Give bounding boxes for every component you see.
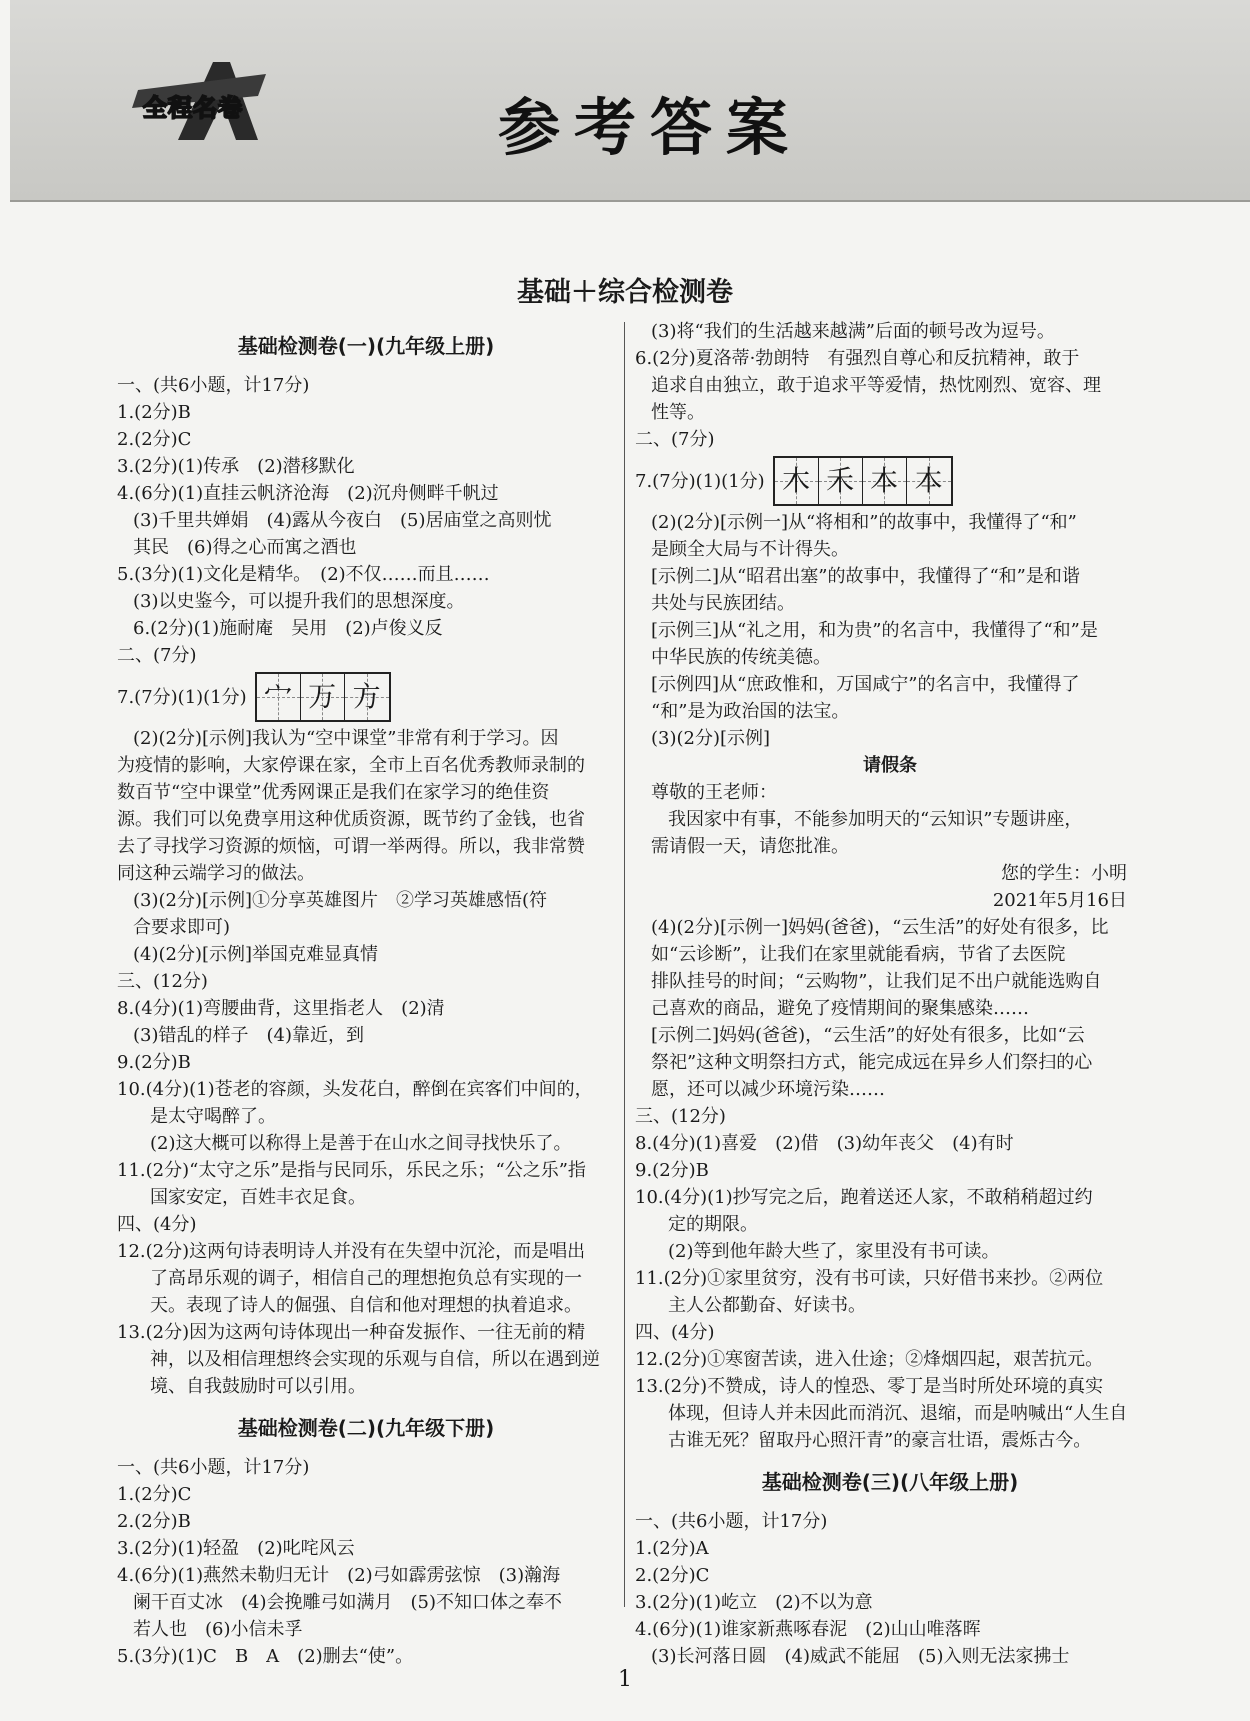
answer-line: 追求自由独立，敢于追求平等爱情，热忱刚烈、宽容、理 xyxy=(651,375,1101,396)
answer-line: 祭祀”这种文明祭扫方式，能完成远在异乡人们祭扫的心 xyxy=(651,1052,1093,1073)
answer-line: 8.(4分)(1)弯腰曲背，这里指老人 (2)清 xyxy=(117,998,445,1019)
header-band xyxy=(10,0,1250,202)
answer-line: 数百节“空中课堂”优秀网课正是我们在家学习的绝佳资 xyxy=(117,782,550,803)
note-title: 请假条 xyxy=(863,755,917,776)
answer-line: 3.(2分)(1)屹立 (2)不以为意 xyxy=(635,1592,873,1613)
answer-line: 5.(3分)(1)C B A (2)删去“使”。 xyxy=(117,1646,414,1667)
q7-row-right xyxy=(635,453,1145,509)
page-title: 参考答案 xyxy=(497,91,802,164)
grid-cell: 木 xyxy=(775,458,819,504)
answer-line: 12.(2分)这两句诗表明诗人并没有在失望中沉沦，而是唱出 xyxy=(117,1241,586,1262)
answer-line: (2)这大概可以称得上是善于在山水之间寻找快乐了。 xyxy=(150,1133,572,1154)
answer-line: 了高昂乐观的调子，相信自己的理想抱负总有实现的一 xyxy=(150,1268,582,1289)
answer-line: 源。我们可以免费享用这种优质资源，既节约了金钱，也省 xyxy=(117,809,585,830)
q7-label: 7.(7分)(1)(1分) xyxy=(117,686,247,708)
answer-line: 三、(12分) xyxy=(635,1106,726,1127)
answer-line: 体现，但诗人并未因此而消沉、退缩，而是呐喊出“人生自 xyxy=(668,1403,1128,1424)
answer-line: 二、(7分) xyxy=(635,429,715,450)
logo xyxy=(118,62,268,142)
grid-cell: 禾 xyxy=(819,458,863,504)
answer-line: 为疫情的影响，大家停课在家，全市上百名优秀教师录制的 xyxy=(117,755,585,776)
answer-line: 11.(2分)①家里贫穷，没有书可读，只好借书来抄。②两位 xyxy=(635,1268,1104,1289)
answer-line: 四、(4分) xyxy=(117,1214,197,1235)
answer-line: (3)长河落日圆 (4)威武不能屈 (5)入则无法家拂士 xyxy=(651,1646,1070,1667)
left-column xyxy=(117,318,615,1670)
answer-line: 国家安定，百姓丰衣足食。 xyxy=(150,1187,366,1208)
answer-line: (3)以史鉴今，可以提升我们的思想深度。 xyxy=(133,591,465,612)
grid-cell: 宀 xyxy=(257,674,301,720)
grid-cell: 本 xyxy=(907,458,951,504)
answer-line: [示例二]从“昭君出塞”的故事中，我懂得了“和”是和谐 xyxy=(651,566,1080,587)
note-line: 尊敬的王老师： xyxy=(651,782,777,803)
answer-line: “和”是为政治国的法宝。 xyxy=(651,701,850,722)
answer-line: 9.(2分)B xyxy=(635,1160,709,1181)
section-title: 基础＋综合检测卷 xyxy=(517,277,733,308)
answer-line: [示例二]妈妈(爸爸)，“云生活”的好处有很多，比如“云 xyxy=(651,1025,1085,1046)
note-line: 我因家中有事，不能参加明天的“云知识”专题讲座， xyxy=(668,809,1083,830)
grid-cell: 本 xyxy=(863,458,907,504)
note-date: 2021年5月16日 xyxy=(992,890,1127,911)
logo-text: 全程名卷 xyxy=(143,94,243,122)
answer-line: 一、(共6小题，计17分) xyxy=(117,1457,310,1478)
answer-line: 1.(2分)B xyxy=(117,402,191,423)
answer-line: 12.(2分)①寒窗苦读，进入仕途；②烽烟四起，艰苦抗元。 xyxy=(635,1349,1104,1370)
answer-line: 共处与民族团结。 xyxy=(651,593,795,614)
answer-line: (2)等到他年龄大些了，家里没有书可读。 xyxy=(668,1241,1000,1262)
answer-line: 一、(共6小题，计17分) xyxy=(117,375,310,396)
answer-line: 是太守喝醉了。 xyxy=(150,1106,276,1127)
answer-line: 8.(4分)(1)喜爱 (2)借 (3)幼年丧父 (4)有时 xyxy=(635,1133,1014,1154)
page-number: 1 xyxy=(618,1667,632,1692)
answer-line: 2.(2分)B xyxy=(117,1511,191,1532)
answer-line: [示例四]从“庶政惟和，万国咸宁”的名言中，我懂得了 xyxy=(651,674,1080,695)
answer-line: 神，以及相信理想终会实现的乐观与自信，所以在遇到逆 xyxy=(150,1349,600,1370)
answer-line: 9.(2分)B xyxy=(117,1052,191,1073)
answer-line: 愿，还可以减少环境污染…… xyxy=(651,1079,885,1100)
note-signature: 您的学生：小明 xyxy=(1001,863,1127,884)
answer-line: (3)(2分)[示例] xyxy=(651,728,771,749)
answer-line: 2.(2分)C xyxy=(117,429,192,450)
answer-line: 去了寻找学习资源的烦恼，可谓一举两得。所以，我非常赞 xyxy=(117,836,585,857)
answer-line: 6.(2分)(1)施耐庵 吴用 (2)卢俊义反 xyxy=(133,618,443,639)
q7-label: 7.(7分)(1)(1分) xyxy=(635,470,765,492)
column-divider xyxy=(624,322,625,1607)
sub-title-2: 基础检测卷(二)(九年级下册) xyxy=(237,1416,495,1440)
writing-grid xyxy=(255,672,391,722)
answer-line: (3)错乱的样子 (4)靠近，到 xyxy=(133,1025,364,1046)
sub-title-1: 基础检测卷(一)(九年级上册) xyxy=(237,334,495,358)
answer-line: 10.(4分)(1)苍老的容颜，头发花白，醉倒在宾客们中间的， xyxy=(117,1079,593,1100)
answer-line: 4.(6分)(1)谁家新燕啄春泥 (2)山山唯落晖 xyxy=(635,1619,981,1640)
answer-line: 10.(4分)(1)抄写完之后，跑着送还人家，不敢稍稍超过约 xyxy=(635,1187,1093,1208)
answer-line: 2.(2分)C xyxy=(635,1565,710,1586)
answer-line: 合要求即可) xyxy=(133,917,231,938)
answer-line: 一、(共6小题，计17分) xyxy=(635,1511,828,1532)
answer-line: 排队挂号的时间；“云购物”，让我们足不出户就能选购自 xyxy=(651,971,1102,992)
answer-line: 1.(2分)C xyxy=(117,1484,192,1505)
writing-grid xyxy=(773,456,953,506)
right-column xyxy=(635,318,1145,1670)
answer-line: 13.(2分)因为这两句诗体现出一种奋发振作、一往无前的精 xyxy=(117,1322,586,1343)
answer-line: 同这种云端学习的做法。 xyxy=(117,863,315,884)
answer-line: 4.(6分)(1)燕然未勒归无计 (2)弓如霹雳弦惊 (3)瀚海 xyxy=(117,1565,561,1586)
grid-cell: 方 xyxy=(345,674,389,720)
answer-line: (2)(2分)[示例一]从“将相和”的故事中，我懂得了“和” xyxy=(651,512,1077,533)
answer-line: 3.(2分)(1)传承 (2)潜移默化 xyxy=(117,456,355,477)
answer-line: 5.(3分)(1)文化是精华。 (2)不仅……而且…… xyxy=(117,564,490,585)
answer-line: 中华民族的传统美德。 xyxy=(651,647,831,668)
q7-row-left xyxy=(117,669,615,725)
answer-line: [示例三]从“礼之用，和为贵”的名言中，我懂得了“和”是 xyxy=(651,620,1098,641)
answer-line: 其民 (6)得之心而寓之酒也 xyxy=(133,537,357,558)
answer-line: 定的期限。 xyxy=(668,1214,758,1235)
grid-cell: 万 xyxy=(301,674,345,720)
answer-line: 主人公都勤奋、好读书。 xyxy=(668,1295,866,1316)
answer-line: 古谁无死？留取丹心照汗青”的豪言壮语，震烁古今。 xyxy=(668,1430,1092,1451)
answer-line: (3)千里共婵娟 (4)露从今夜白 (5)居庙堂之高则忧 xyxy=(133,510,552,531)
answer-line: 11.(2分)“太守之乐”是指与民同乐，乐民之乐；“公之乐”指 xyxy=(117,1160,586,1181)
answer-line: 13.(2分)不赞成，诗人的惶恐、零丁是当时所处环境的真实 xyxy=(635,1376,1104,1397)
answer-line: 己喜欢的商品，避免了疫情期间的聚集感染…… xyxy=(651,998,1029,1019)
answer-line: 二、(7分) xyxy=(117,645,197,666)
answer-line: 1.(2分)A xyxy=(635,1538,709,1559)
answer-line: (2)(2分)[示例]我认为“空中课堂”非常有利于学习。因 xyxy=(133,728,559,749)
answer-line: (4)(2分)[示例]举国克难显真情 xyxy=(133,944,379,965)
answer-line: 天。表现了诗人的倔强、自信和他对理想的执着追求。 xyxy=(150,1295,582,1316)
answer-line: (3)(2分)[示例]①分享英雄图片 ②学习英雄感悟(符 xyxy=(133,890,548,911)
answer-line: 境、自我鼓励时可以引用。 xyxy=(150,1376,366,1397)
note-line: 需请假一天，请您批准。 xyxy=(651,836,849,857)
answer-line: (4)(2分)[示例一]妈妈(爸爸)，“云生活”的好处有很多，比如“云诊断”，让我们在家里就能看病，节省了去医院 xyxy=(651,917,1109,965)
answer-line: 3.(2分)(1)轻盈 (2)叱咤风云 xyxy=(117,1538,355,1559)
answer-line: 若人也 (6)小信未孚 xyxy=(133,1619,303,1640)
answer-line: 4.(6分)(1)直挂云帆济沧海 (2)沉舟侧畔千帆过 xyxy=(117,483,499,504)
sub-title-3: 基础检测卷(三)(八年级上册) xyxy=(761,1470,1019,1494)
answer-line: 阑干百丈冰 (4)会挽雕弓如满月 (5)不知口体之奉不 xyxy=(133,1592,562,1613)
answer-line: 四、(4分) xyxy=(635,1322,715,1343)
answer-line: 性等。 xyxy=(651,402,705,423)
answer-line: 是顾全大局与不计得失。 xyxy=(651,539,849,560)
answer-line: 6.(2分)夏洛蒂·勃朗特 有强烈自尊心和反抗精神，敢于 xyxy=(635,348,1080,369)
answer-line: (3)将“我们的生活越来越满”后面的顿号改为逗号。 xyxy=(651,321,1055,342)
answer-line: 三、(12分) xyxy=(117,971,208,992)
